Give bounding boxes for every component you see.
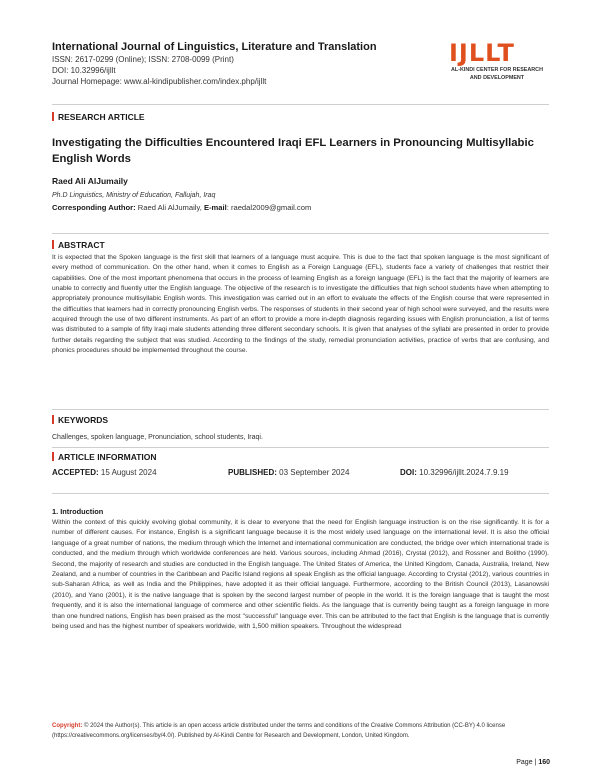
article-info-heading	[52, 452, 157, 463]
copyright-text: © 2024 the Author(s). This article is an open access article distributed under the terms and conditions of the Creative Commons Attribution (CC-BY) 4.0 license (https://creativecommons.org/licenses/by/4.0/). Published by Al-Kindi Centre for Research and Development, London, United Kingdom.	[52, 723, 506, 739]
accent-bar	[52, 415, 54, 424]
published-date	[228, 467, 349, 478]
corresponding-label: Corresponding Author:	[52, 203, 136, 212]
accepted-label: ACCEPTED:	[52, 468, 99, 477]
journal-issn: ISSN: 2617-0299 (Online); ISSN: 2708-0099 (Print)	[52, 55, 234, 64]
keywords-divider	[52, 409, 549, 410]
journal-header	[52, 40, 452, 87]
accent-bar	[52, 240, 54, 249]
email-value[interactable]: : raedal2009@gmail.com	[226, 203, 312, 212]
email-label: E-mail	[203, 203, 227, 212]
abstract-text: It is expected that the Spoken language is the first skill that learners of a language must acquire. This is due to the fact that spoken language is the most significant of every method of communication. On the other hand, when it comes to English as a Foreign Language (EFL), students face a variety of challenges that restrict their capabilities. One of the most important phenomena that occurs in the process of learning English as a foreign language (EFL) is the fact that the majority of learners are unable to correctly and fluently utter the English language. The objective of the research is to investigate the difficulties that high school students have when attempting to appropriately pronounce multisyllabic English words. This investigation was carried out in an effort to evaluate the effects of the English course that were represented in the difficulties that learners had in correctly pronouncing English verbs. The responses of students in their second year of high school were surveyed, and the results were acquired through the use of two different instruments. As part of an effort to provide a more in-depth diagnosis regarding issues with English pronunciation, a list of terms was distributed to a sample of fifty Iraqi male students attending three different secondary schools. It is given that analyses of the syllabi are presented in order to provide further details regarding the subject that was studied. According to the findings of the study, remedial pronunciation activities, practice of verbs that are confusing, and phonics procedures should be implemented throughout the course.	[52, 254, 549, 355]
keywords-heading-label: KEYWORDS	[58, 415, 109, 425]
accent-bar	[52, 452, 54, 461]
introduction-heading: 1. Introduction	[52, 507, 104, 516]
corresponding-author	[52, 202, 311, 213]
copyright-notice	[52, 722, 549, 741]
abstract-divider	[52, 233, 549, 234]
published-label: PUBLISHED:	[228, 468, 277, 477]
accepted-value: 15 August 2024	[100, 468, 157, 477]
article-type-label: RESEARCH ARTICLE	[58, 112, 145, 122]
accepted-date	[52, 467, 157, 478]
header-divider	[52, 104, 549, 105]
doi-value[interactable]: 10.32996/ijllt.2024.7.9.19	[419, 468, 509, 477]
published-value: 03 September 2024	[279, 468, 350, 477]
page-number: 160	[536, 759, 550, 766]
article-title: Investigating the Difficulties Encountered Iraqi EFL Learners in Pronouncing Multisyllabic English Words	[52, 137, 534, 165]
author-name: Raed Ali AlJumaily	[52, 176, 128, 186]
author-affiliation: Ph.D Linguistics, Ministry of Education, Fallujah, Iraq	[52, 192, 216, 199]
corresponding-name: Raed Ali AlJumaily,	[137, 203, 202, 212]
article-type	[52, 112, 145, 123]
journal-homepage[interactable]: Journal Homepage: www.al-kindipublisher.com/index.php/ijllt	[52, 77, 267, 86]
page-footer	[516, 758, 550, 767]
keywords-heading	[52, 415, 108, 426]
page-label: Page |	[516, 759, 537, 766]
article-info-heading-label: ARTICLE INFORMATION	[58, 452, 157, 462]
introduction-text: Within the context of this quickly evolving global community, it is clear to everyone that the need for English language instruction is on the rise significantly. It is for a number of different causes. For instance, English is a significant language because it is the most widely used language on the international level. It is also the official language of a great number of nations, the medium through which the Internet and international communication are conducted, the bridge over which international trade is conducted, and the medium through which worldwide conferences are held. Various sources, including Ahmad (2016), Crystal (2012), and Rossner and Bolitho (1990). Second, the majority of research and studies are conducted in the English language. The United States of America, the United Kingdom, Canada, Australia, Ireland, New Zealand, and a number of countries in the Caribbean and Pacific Island regions all speak English as the official language. According to Crystal (2012), various countries in sub-Saharan Africa, as well as India and the Philippines, have adopted it as their official language. Furthermore, according to the British Council (2013), Lasanowski (2010), and Yano (2001), it is the native language that is spoken by the second largest number of people in the world. It is the foreign language that is taught the most frequently, and it is also the international language of commerce and other scientific fields. As the language that is currently being taught as a foreign language in more than one hundred nations, English has been praised as the most "successful" language ever. This can be attributed to the fact that English is the language that is currently being used and has the highest number of speakers worldwide, with 1,500 million speakers. Throughout the widespread	[52, 519, 549, 631]
journal-doi: DOI: 10.32996/ijllt	[52, 66, 116, 75]
abstract-heading	[52, 240, 105, 251]
intro-divider	[52, 493, 549, 494]
info-divider	[52, 447, 549, 448]
logo-mark: IJLLT	[449, 39, 515, 67]
copyright-label: Copyright:	[52, 723, 83, 729]
accent-bar	[52, 112, 54, 121]
keywords-text: Challenges, spoken language, Pronunciation, school students, Iraqi.	[52, 434, 263, 441]
doi-label: DOI:	[400, 468, 417, 477]
abstract-heading-label: ABSTRACT	[58, 240, 105, 250]
journal-logo	[449, 40, 559, 82]
article-doi	[400, 467, 509, 478]
logo-subtitle: AL-KINDI CENTER FOR RESEARCH AND DEVELOPMENT	[451, 67, 543, 81]
journal-title: International Journal of Linguistics, Literature and Translation	[52, 41, 377, 53]
